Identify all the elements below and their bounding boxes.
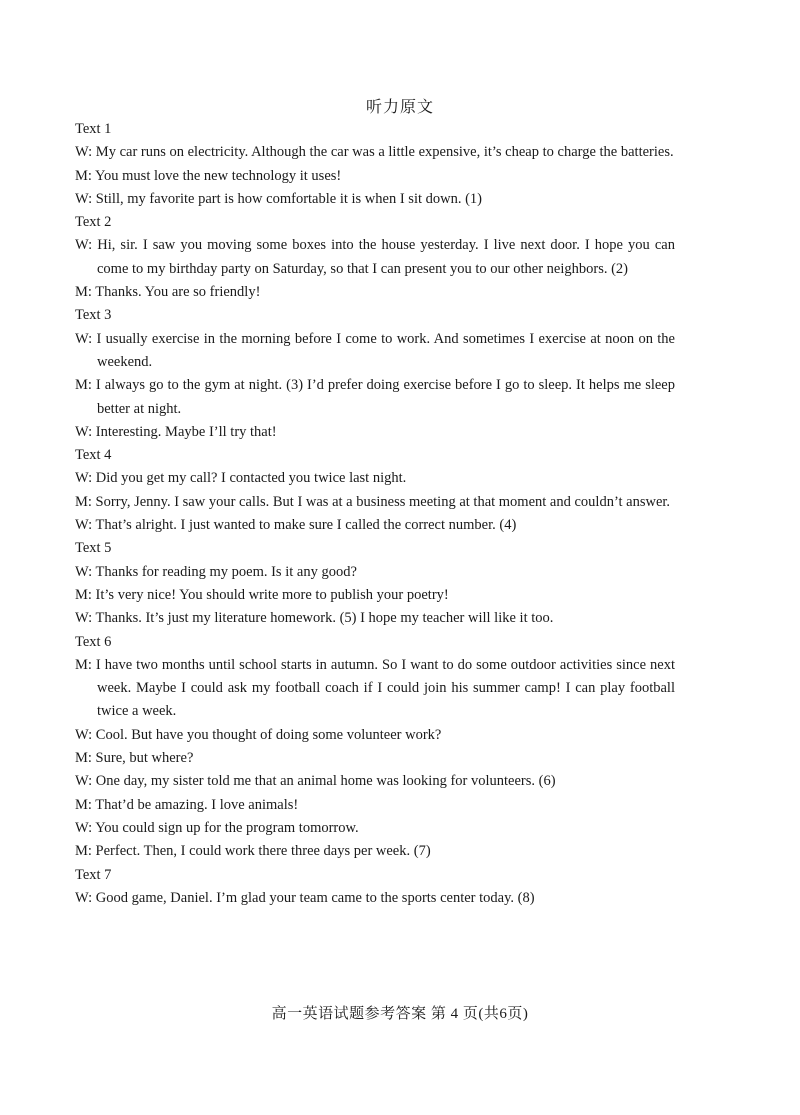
dialogue-line: M: Sorry, Jenny. I saw your calls. But I was at a business meeting at that moment and couldn’t answer. (75, 493, 671, 510)
dialogue-line: W: Thanks for reading my poem. Is it any good? (75, 563, 357, 580)
section-heading: Text 2 (75, 214, 112, 231)
dialogue-line: W: Cool. But have you thought of doing some volunteer work? (75, 726, 442, 743)
dialogue-line: M: I always go to the gym at night. (3) I’d prefer doing exercise before I go to sleep. It helps me sleep better at night. (75, 377, 675, 417)
dialogue-line: W: Interesting. Maybe I’ll try that! (75, 423, 277, 440)
dialogue-line: W: You could sign up for the program tomorrow. (75, 819, 359, 836)
dialogue-line: M: It’s very nice! You should write more to publish your poetry! (75, 586, 449, 603)
dialogue-line: W: That’s alright. I just wanted to make sure I called the correct number. (4) (75, 517, 517, 534)
section-heading: Text 5 (75, 540, 112, 557)
dialogue-line: M: Perfect. Then, I could work there three days per week. (7) (75, 843, 431, 860)
dialogue-line: M: You must love the new technology it uses! (75, 167, 342, 184)
dialogue-line: M: Thanks. You are so friendly! (75, 284, 261, 301)
dialogue-line: M: That’d be amazing. I love animals! (75, 796, 299, 813)
dialogue-line: M: I have two months until school starts in autumn. So I want to do some outdoor activities since next week. Maybe I could ask my football coach if I could join his summer camp! I can play football twice a week. (75, 656, 675, 720)
dialogue-line: W: I usually exercise in the morning before I come to work. And sometimes I exercise at noon on the weekend. (75, 330, 675, 370)
dialogue-line: W: Still, my favorite part is how comfortable it is when I sit down. (1) (75, 190, 482, 207)
section-heading: Text 3 (75, 307, 112, 324)
transcript-body (75, 118, 675, 910)
section-heading: Text 7 (75, 866, 112, 883)
dialogue-line: W: Hi, sir. I saw you moving some boxes into the house yesterday. I live next door. I hope you can come to my birthday party on Saturday, so that I can present you to our other neighbors. (2) (75, 237, 675, 277)
dialogue-line: W: My car runs on electricity. Although the car was a little expensive, it’s cheap to charge the batteries. (75, 144, 674, 161)
page-footer: 高一英语试题参考答案 第 4 页(共6页) (271, 1006, 529, 1022)
dialogue-line: M: Sure, but where? (75, 750, 194, 767)
dialogue-line: W: One day, my sister told me that an animal home was looking for volunteers. (6) (75, 773, 556, 790)
page-title: 听力原文 (365, 99, 434, 116)
section-heading: Text 6 (75, 633, 112, 650)
dialogue-line: W: Good game, Daniel. I’m glad your team came to the sports center today. (8) (75, 889, 535, 906)
dialogue-line: W: Did you get my call? I contacted you twice last night. (75, 470, 407, 487)
dialogue-line: W: Thanks. It’s just my literature homework. (5) I hope my teacher will like it too. (75, 610, 554, 627)
section-heading: Text 1 (75, 121, 112, 137)
section-heading: Text 4 (75, 447, 112, 464)
